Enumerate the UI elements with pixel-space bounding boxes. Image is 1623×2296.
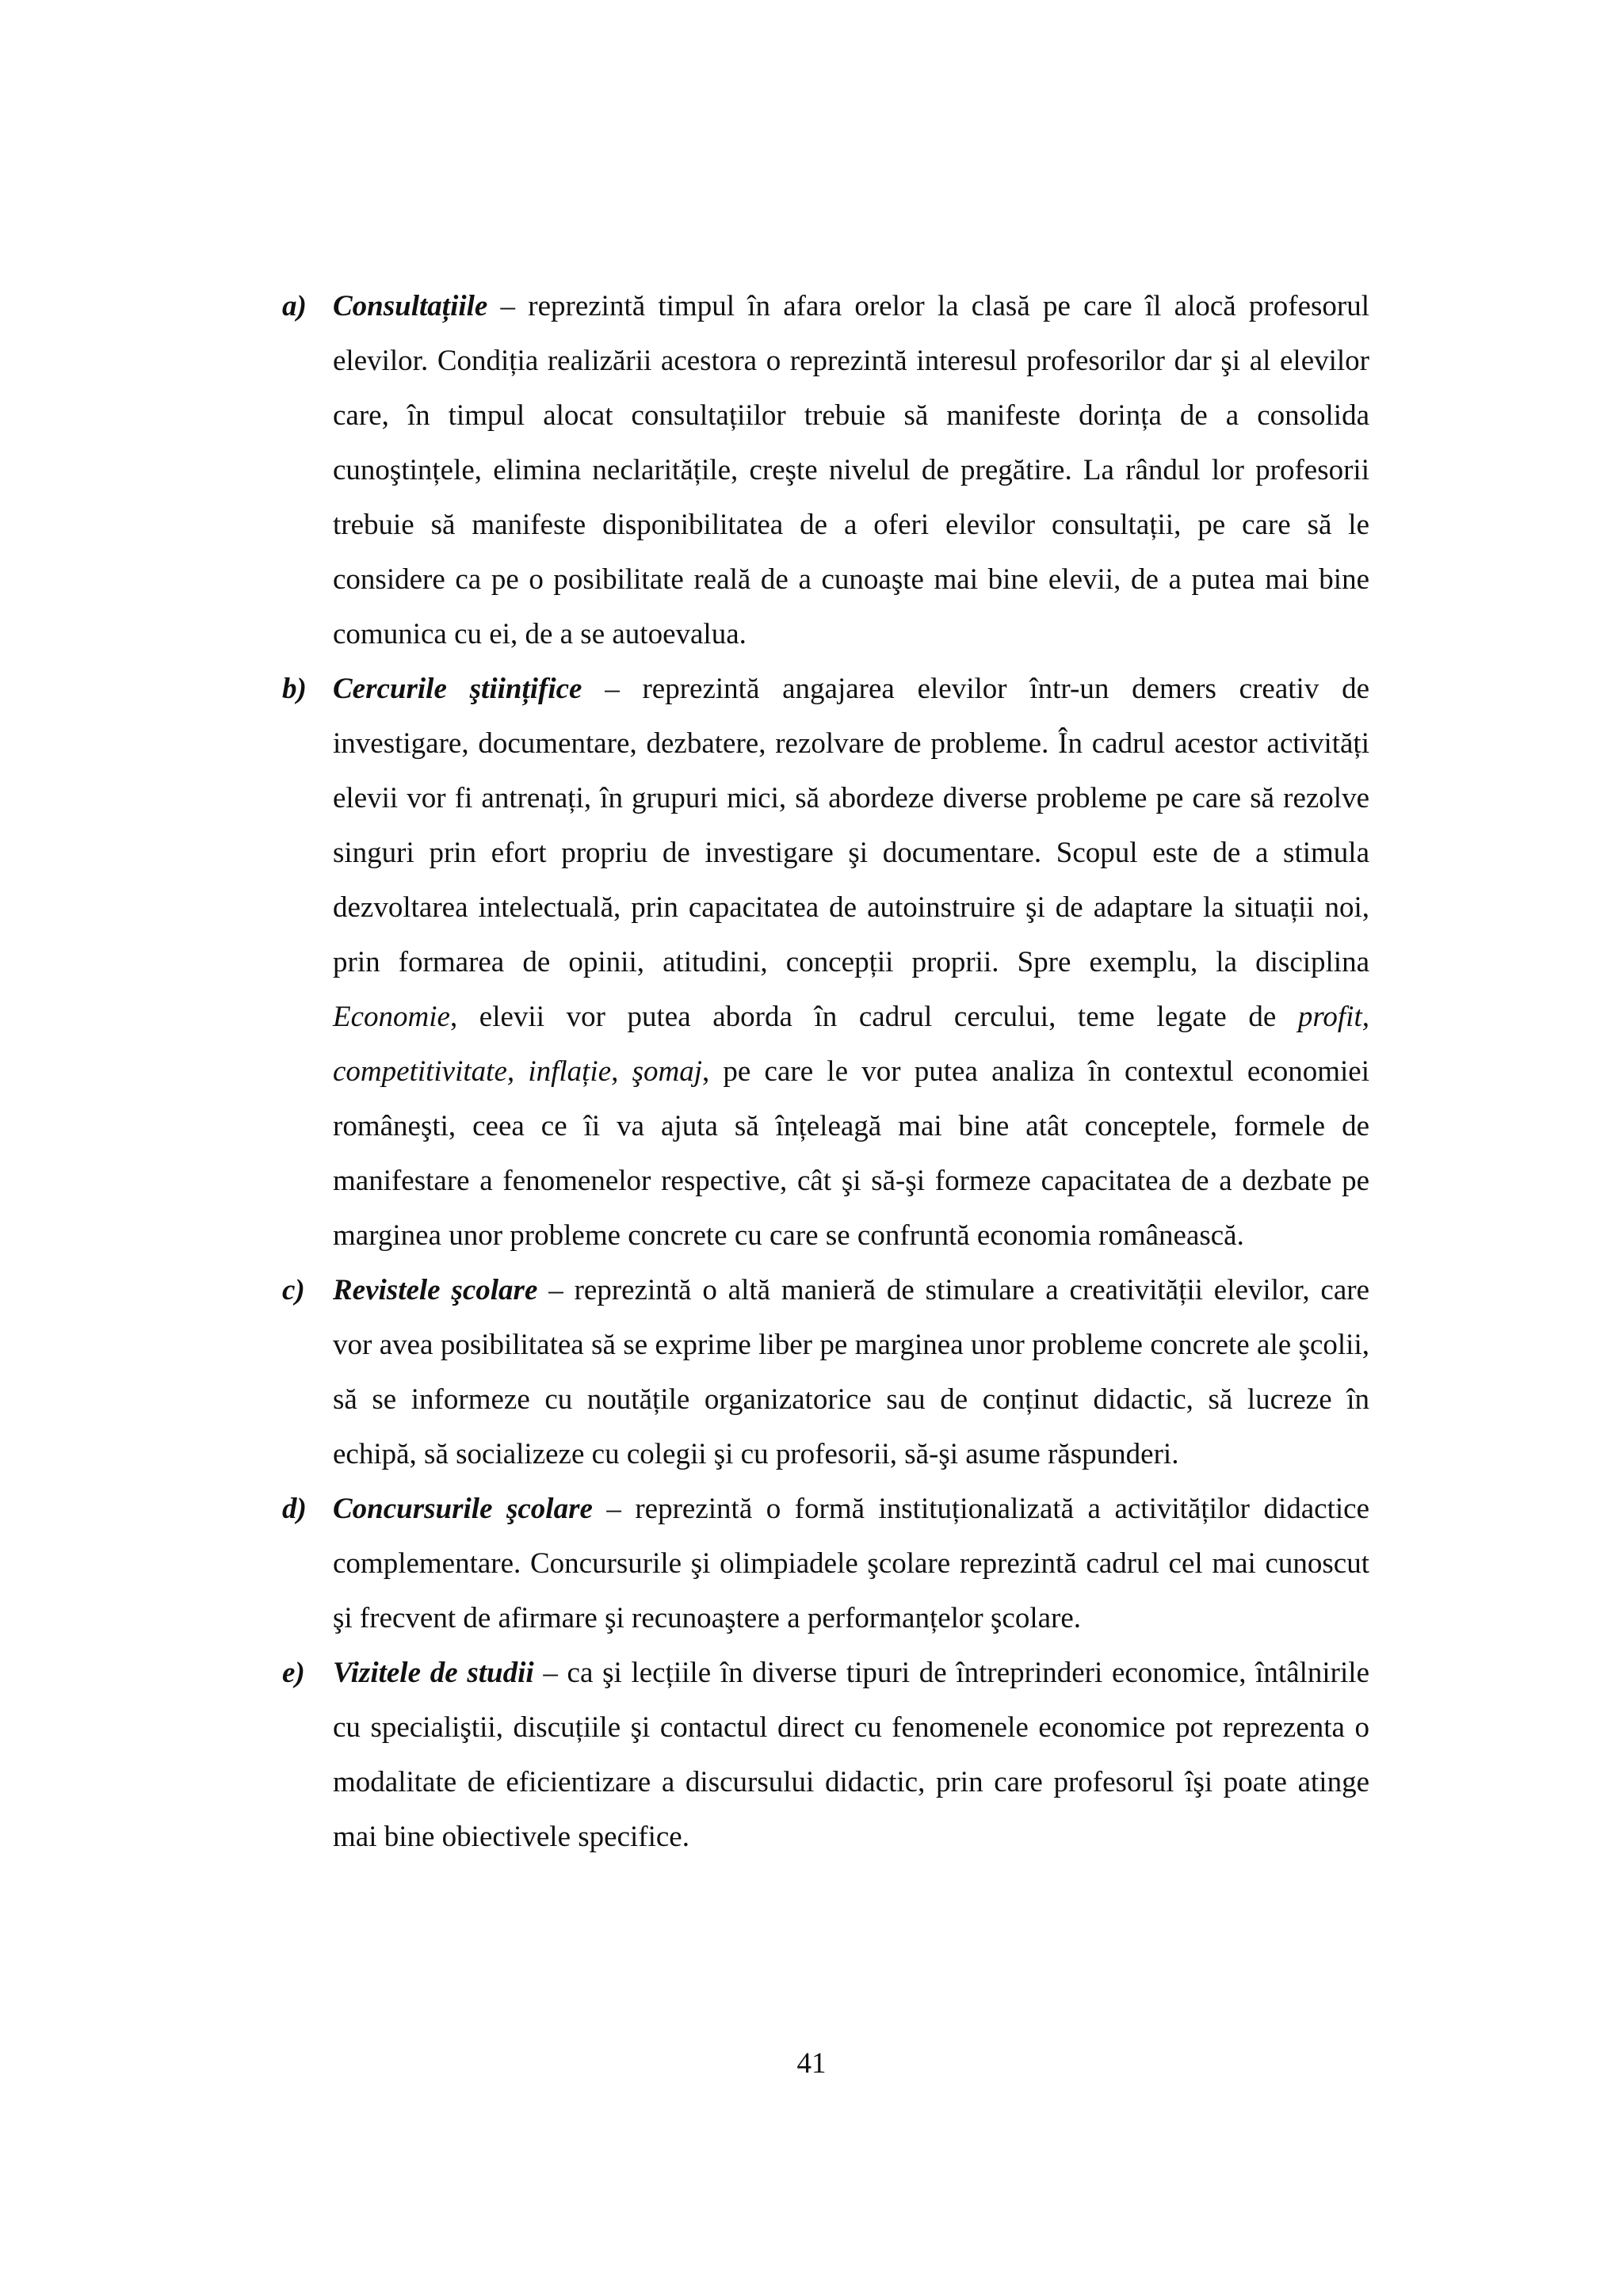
item-text: – reprezintă angajarea elevilor într-un demers creativ de investigare, documentare, dezbatere, rezolvare de probleme. În cadrul acestor activități elevii vor fi antrenați, în grupuri mici, să abordeze diverse probleme pe care să rezolve singuri prin efort propriu de investigare şi documentare. Scopul este de a stimula dezvoltarea intelectuală, prin capacitatea de autoinstruire şi de adaptare la situații noi, prin formarea de opinii, atitudini, concepții proprii. Spre exemplu, la disciplina — [333, 673, 1369, 978]
item-marker: d) — [282, 1493, 307, 1525]
item-marker: c) — [282, 1274, 305, 1306]
list-item-reviste-scolare — [282, 1263, 1369, 1482]
list-item-consultatii — [282, 279, 1369, 662]
list-item-cercuri-stiintifice — [282, 662, 1369, 1263]
item-marker: a) — [282, 290, 307, 322]
item-emphasis: Economie — [333, 1001, 450, 1033]
item-marker: e) — [282, 1657, 305, 1689]
item-text: – reprezintă o formă instituționalizată a activităților didactice complementare. Concursurile şi olimpiadele şcolare reprezintă cadrul cel mai cunoscut şi frecvent de afirmare şi recunoaştere a performanțelor şcolare. — [333, 1493, 1369, 1634]
item-text: , pe care le vor putea analiza în contextul economiei româneşti, ceea ce îi va ajuta să înțeleagă mai bine atât conceptele, formele de manifestare a fenomenelor respective, cât şi să-şi formeze capacitatea de a dezbate pe marginea unor probleme concrete cu care se confruntă economia românească. — [333, 1055, 1369, 1252]
list-item-concursuri-scolare — [282, 1482, 1369, 1646]
item-term: Concursurile şcolare — [333, 1493, 593, 1525]
list-item-vizite-studii — [282, 1646, 1369, 1864]
item-emphasis: profit, competitivitate, inflație, şomaj — [333, 1001, 1369, 1088]
content-list — [282, 279, 1369, 1864]
item-marker: b) — [282, 673, 307, 705]
item-term: Vizitele de studii — [333, 1657, 534, 1689]
page-number: 41 — [796, 2047, 827, 2080]
item-text: – reprezintă o altă manieră de stimulare a creativității elevilor, care vor avea posibilitatea să se exprime liber pe marginea unor probleme concrete ale şcolii, să se informeze cu noutățile organizatorice sau de conținut didactic, să lucreze în echipă, să socializeze cu colegii şi cu profesorii, să-şi asume răspunderi. — [333, 1274, 1370, 1470]
item-term: Consultațiile — [333, 290, 488, 322]
item-term: Revistele şcolare — [333, 1274, 538, 1306]
item-term: Cercurile ştiințifice — [333, 673, 582, 705]
item-text: , elevii vor putea aborda în cadrul cercului, teme legate de — [449, 1001, 1298, 1033]
item-text: – ca şi lecțiile în diverse tipuri de întreprinderi economice, întâlnirile cu specialiştii, discuțiile şi contactul direct cu fenomenele economice pot reprezenta o modalitate de eficientizare a discursului didactic, prin care profesorul îşi poate atinge mai bine obiectivele specifice. — [333, 1657, 1369, 1853]
item-text: – reprezintă timpul în afara orelor la clasă pe care îl alocă profesorul elevilor. Condiția realizării acestora o reprezintă interesul profesorilor dar şi al elevilor care, în timpul alocat consultațiilor trebuie să manifeste dorința de a consolida cunoştințele, elimina neclaritățile, creşte nivelul de pregătire. La rândul lor profesorii trebuie să manifeste disponibilitatea de a oferi elevilor consultații, pe care să le considere ca pe o posibilitate reală de a cunoaşte mai bine elevii, de a putea mai bine comunica cu ei, de a se autoevalua. — [333, 290, 1369, 650]
